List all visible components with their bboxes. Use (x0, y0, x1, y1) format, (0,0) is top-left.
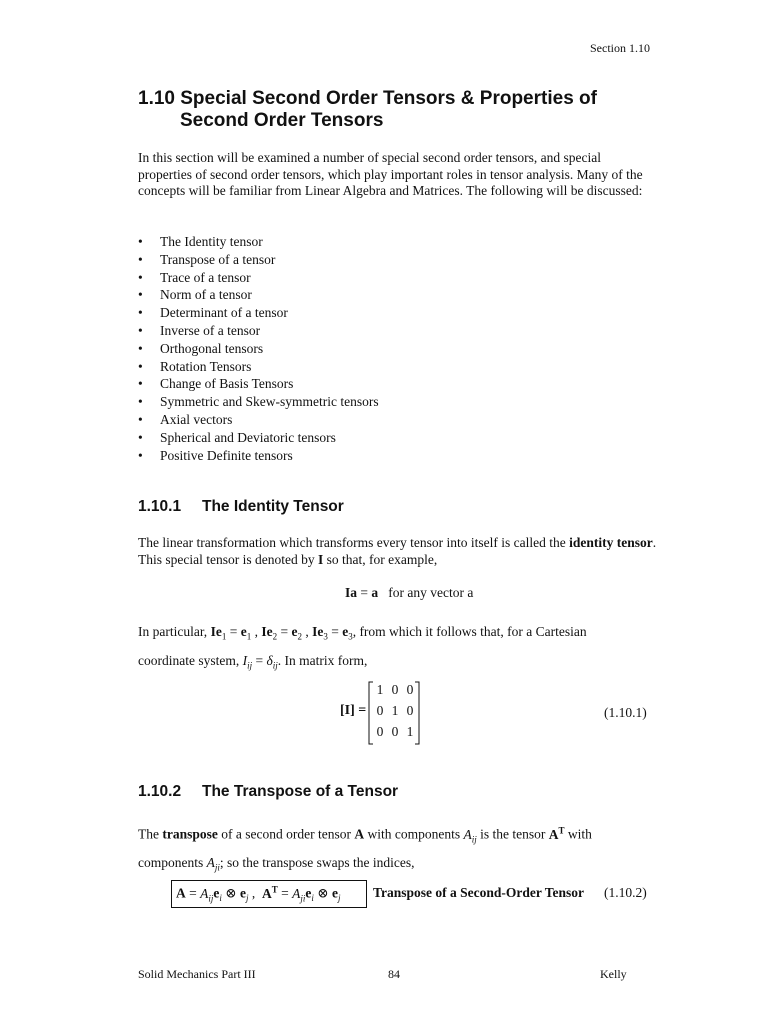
intro-paragraph: In this section will be examined a number of special second order tensors, and special properties of second order tensors, which play important roles in tensor analysis. Many of the concepts will be familiar from Linear Algebra and Matrices. The following will be discussed: (138, 150, 643, 198)
text-run: . In matrix form, (277, 652, 368, 668)
footer-course: Solid Mechanics Part III (138, 967, 256, 981)
topic-list-item: • Determinant of a tensor (138, 304, 379, 322)
boxed-equation-transpose: $A = A_{ij}e_i$ ⊗ $e_j$ , $A^T = A_{ji}e_i$ ⊗ $e_j$ (176, 884, 341, 904)
section-title-line1: 1.10 Special Second Order Tensors & Properties of (138, 88, 597, 109)
topic-list-item: • Change of Basis Tensors (138, 375, 379, 393)
matrix-cell: 0 (406, 682, 414, 697)
text-run: components (138, 855, 207, 871)
eq-condition: for any vector a (388, 585, 474, 600)
topic-list-item: • The Identity tensor (138, 233, 379, 251)
text-run: with (564, 826, 592, 842)
particular-paragraph (138, 620, 658, 677)
text-run: , from which it follows that, for a Cartesian (352, 624, 587, 639)
symbol-Aji: $A_{ji}$ (206, 855, 220, 873)
symbol-A-transpose: $A^T$ (548, 825, 565, 842)
symbol-I: I (317, 551, 324, 567)
term-transpose: transpose (162, 826, 218, 842)
section-title (138, 88, 597, 132)
text-run: The linear transformation which transforms every tensor into itself is called the (138, 535, 570, 550)
text-run: In particular, (138, 624, 211, 639)
topic-list-item: • Axial vectors (138, 411, 379, 429)
text-run: with components (364, 826, 464, 842)
equation-identity-action (345, 585, 473, 601)
text-run: . This special tensor is denoted by (138, 535, 657, 567)
topic-list-item: • Transpose of a tensor (138, 251, 379, 269)
topic-list (138, 233, 379, 464)
matrix-cell: 0 (376, 703, 384, 718)
text-run: coordinate system, (138, 652, 243, 668)
topic-list-item: • Rotation Tensors (138, 358, 379, 376)
footer-page-number: 84 (388, 967, 400, 981)
equation-label: Transpose of a Second-Order Tensor (373, 885, 585, 900)
topic-list-item: • Inverse of a tensor (138, 322, 379, 340)
subsection-heading-1-10-1 (138, 498, 344, 516)
transpose-paragraph (138, 818, 658, 880)
text-run: ; so the transpose swaps the indices, (219, 855, 415, 871)
term-identity-tensor: identity tensor (569, 535, 653, 550)
subsection-title: The Identity Tensor (202, 498, 344, 515)
matrix-cell: 1 (391, 703, 399, 718)
matrix-cell: 1 (376, 682, 384, 697)
matrix-cell: 1 (406, 724, 414, 739)
text-run: of a second order tensor (217, 826, 355, 842)
eq-rhs: a (371, 585, 379, 600)
eq-lhs: Ia (345, 585, 358, 600)
topic-list-item: • Symmetric and Skew-symmetric tensors (138, 393, 379, 411)
matrix-label: [I] = (340, 703, 367, 718)
topic-list-item: • Spherical and Deviatoric tensors (138, 429, 379, 447)
subsection-heading-1-10-2 (138, 783, 398, 801)
symbol-Aij: $A_{ij}$ (463, 826, 477, 845)
equation-number-1-10-1: (1.10.1) (604, 705, 647, 720)
subsection-title: The Transpose of a Tensor (202, 783, 399, 800)
equation-kronecker: $I_{ij} = \delta_{ij}$ (242, 652, 278, 671)
footer-author: Kelly (600, 967, 627, 981)
equation-number-1-10-2: (1.10.2) (604, 885, 647, 900)
matrix-cell: 0 (376, 724, 384, 739)
text-run: is the tensor (476, 826, 549, 842)
running-header: Section 1.10 (590, 41, 650, 55)
subsection-number: 1.10.2 (138, 783, 182, 800)
matrix-cell: 0 (406, 703, 414, 718)
identity-paragraph (138, 535, 658, 568)
subsection-number: 1.10.1 (138, 498, 182, 515)
matrix-cell: 0 (391, 682, 399, 697)
matrix-cell: 0 (391, 724, 399, 739)
topic-list-item: • Trace of a tensor (138, 269, 379, 287)
equation-basis-identity: $Ie_1 = e_1$ , $Ie_2 = e_2$ , $Ie_3 = e_3$ (210, 624, 353, 642)
topic-list-item: • Norm of a tensor (138, 286, 379, 304)
topic-list-item: • Positive Definite tensors (138, 447, 379, 465)
text-run: The (138, 826, 163, 842)
identity-matrix (368, 680, 420, 746)
symbol-A: A (354, 826, 365, 842)
eq-equals: = (357, 585, 372, 600)
section-title-line2: Second Order Tensors (180, 110, 384, 131)
text-run: so that, for example, (323, 551, 438, 567)
topic-list-item: • Orthogonal tensors (138, 340, 379, 358)
